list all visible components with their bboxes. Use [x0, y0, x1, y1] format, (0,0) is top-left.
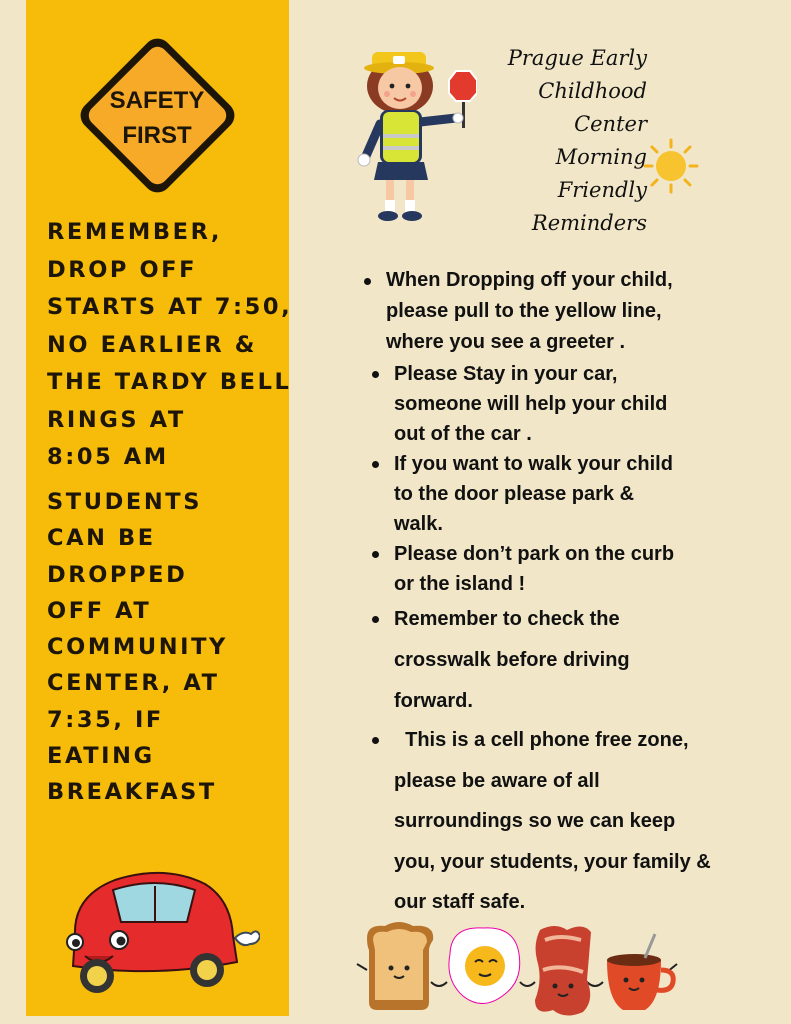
list-item: [364, 720, 764, 923]
sun-icon: [643, 138, 699, 194]
bullet-icon: [372, 616, 379, 623]
reminder-text: This is a cell phone free zone, please be aware of all surroundings so we can keep you, your students, your family & our staff safe.: [394, 729, 711, 913]
list-item: [364, 265, 764, 358]
reminder-text: Please don’t park on the curb or the island !: [394, 543, 675, 595]
bullet-icon: [372, 461, 379, 468]
safety-sign: [60, 18, 255, 213]
sign-line1: SAFETY: [109, 87, 205, 114]
sign-line2: FIRST: [122, 122, 192, 149]
reminder-text: Please Stay in your car, someone will help your child out of the car .: [394, 363, 668, 445]
list-item: [364, 449, 764, 539]
reminder-text: When Dropping off your child, please pull to the yellow line, where you see a greeter .: [386, 269, 673, 353]
bullet-icon: [372, 551, 379, 558]
bullet-icon: [364, 278, 371, 285]
title-line: Center: [574, 112, 647, 136]
title-line: Morning: [555, 145, 647, 169]
breakfast-notice: STUDENTS CAN BE DROPPED OFF AT COMMUNITY CENTER, AT 7:35, IF EATING BREAKFAST: [47, 489, 228, 806]
list-item: [364, 359, 764, 449]
page-title: [508, 42, 647, 240]
reminder-text: Remember to check the crosswalk before driving forward.: [394, 608, 630, 712]
reminder-text: If you want to walk your child to the door please park & walk.: [394, 453, 673, 535]
title-line: Friendly: [557, 178, 647, 202]
bullet-icon: [372, 737, 379, 744]
crossing-guard-girl-icon: [352, 38, 477, 226]
breakfast-friends-icon: [355, 920, 680, 1020]
drop-off-time-notice: REMEMBER, DROP OFF STARTS AT 7:50, NO EARLIER & THE TARDY BELL RINGS AT 8:05 AM: [47, 219, 293, 470]
title-line: Prague Early: [507, 46, 647, 70]
bullet-icon: [372, 371, 379, 378]
title-line: Childhood: [538, 79, 647, 103]
list-item: [364, 599, 764, 722]
red-car-icon: [55, 866, 260, 1000]
list-item: [364, 539, 764, 599]
title-line: Reminders: [531, 211, 647, 235]
